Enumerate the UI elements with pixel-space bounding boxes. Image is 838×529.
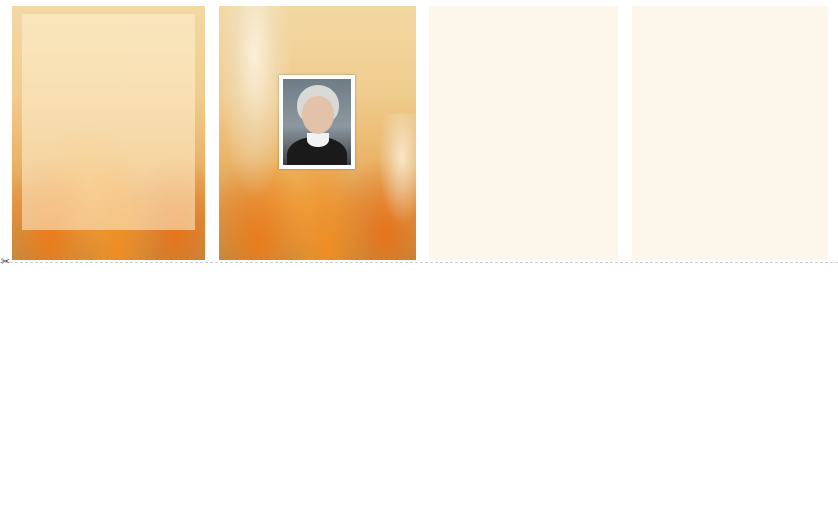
program-row-bottom xyxy=(0,268,838,522)
praying-figure-image xyxy=(379,114,416,224)
program-row-top xyxy=(0,6,838,260)
poem-panel xyxy=(429,6,618,260)
acknowledgement-text xyxy=(12,6,205,260)
remembering-panel xyxy=(632,6,828,260)
cover-panel xyxy=(219,6,416,260)
acknowledgement-panel xyxy=(12,6,205,260)
cut-line xyxy=(0,262,838,263)
thanks-paragraph xyxy=(39,34,189,57)
cover-info xyxy=(259,178,415,186)
scissors-icon: ✂ xyxy=(1,255,11,268)
instructions-text xyxy=(649,43,819,54)
portrait-photo xyxy=(279,75,355,169)
donations-paragraph xyxy=(39,68,189,80)
reception-paragraph xyxy=(39,91,189,114)
